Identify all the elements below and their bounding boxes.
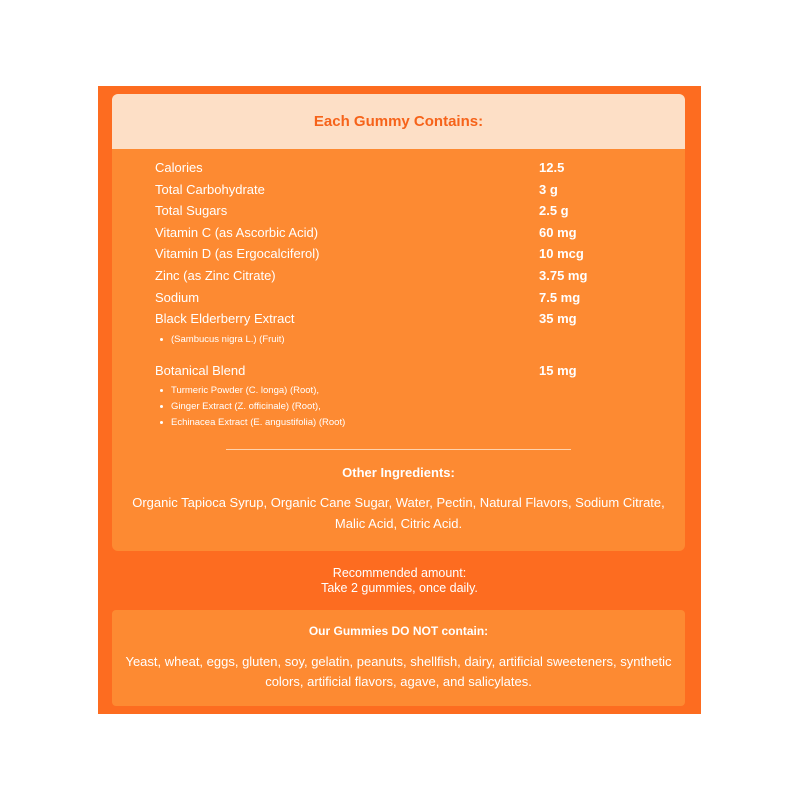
- recommended-label: Recommended amount:: [332, 566, 467, 580]
- fact-row: [155, 267, 635, 289]
- fact-row: [155, 245, 635, 267]
- recommended-dosage: Take 2 gummies, once daily.: [321, 580, 478, 595]
- fact-value: 3.75 mg: [539, 267, 588, 283]
- botanical-row: [155, 362, 635, 384]
- botanical-sub-item: Turmeric Powder (C. longa) (Root),: [155, 383, 635, 399]
- spacer: [155, 348, 635, 362]
- fact-value: 2.5 g: [539, 203, 569, 219]
- does-not-contain-title: Our Gummies DO NOT contain:: [308, 624, 489, 638]
- elderberry-sub-item: (Sambucus nigra L.) (Fruit): [155, 332, 635, 348]
- facts-list: [155, 159, 635, 431]
- other-ingredients-text: Organic Tapioca Syrup, Organic Cane Sugar, Water, Pectin, Natural Flavors, Sodium Citrate, Malic Acid, Citric Acid.: [132, 495, 665, 531]
- fact-row: [155, 289, 635, 311]
- fact-row: [155, 181, 635, 203]
- fact-row: [155, 159, 635, 181]
- botanical-sub-item: Ginger Extract (Z. officinale) (Root),: [155, 399, 635, 415]
- fact-label: Vitamin C (as Ascorbic Acid): [155, 224, 319, 240]
- supplement-facts-panel: [98, 86, 701, 714]
- fact-value: 60 mg: [539, 224, 577, 240]
- facts-header: [112, 94, 685, 149]
- botanical-value: 15 mg: [539, 362, 577, 378]
- facts-title: Each Gummy Contains:: [313, 113, 484, 130]
- fact-label: Calories: [155, 160, 203, 175]
- fact-value: 3 g: [539, 181, 558, 197]
- fact-row: [155, 310, 635, 332]
- fact-label: Black Elderberry Extract: [155, 311, 295, 327]
- fact-label: Zinc (as Zinc Citrate): [155, 267, 276, 283]
- botanical-sub-item: Echinacea Extract (E. angustifolia) (Root): [155, 415, 635, 431]
- divider: [226, 449, 571, 450]
- fact-label: Total Sugars: [155, 203, 228, 219]
- does-not-contain-card: [112, 610, 685, 706]
- fact-label: Vitamin D (as Ergocalciferol): [155, 246, 320, 262]
- fact-value: 12.5: [539, 160, 565, 175]
- does-not-contain-text: Yeast, wheat, eggs, gluten, soy, gelatin, peanuts, shellfish, dairy, artificial sweeteners, synthetic colors, artificial flavors, agave, and salicylates.: [125, 654, 672, 689]
- fact-value: 35 mg: [539, 311, 577, 327]
- fact-row: [155, 202, 635, 224]
- fact-value: 7.5 mg: [539, 289, 581, 305]
- recommended-amount: [98, 566, 701, 595]
- other-ingredients-title: Other Ingredients:: [342, 465, 455, 480]
- botanical-label: Botanical Blend: [155, 362, 246, 378]
- fact-value: 10 mcg: [539, 246, 584, 262]
- fact-row: [155, 224, 635, 246]
- fact-label: Sodium: [155, 289, 200, 305]
- facts-card: [112, 94, 685, 551]
- fact-label: Total Carbohydrate: [155, 181, 265, 197]
